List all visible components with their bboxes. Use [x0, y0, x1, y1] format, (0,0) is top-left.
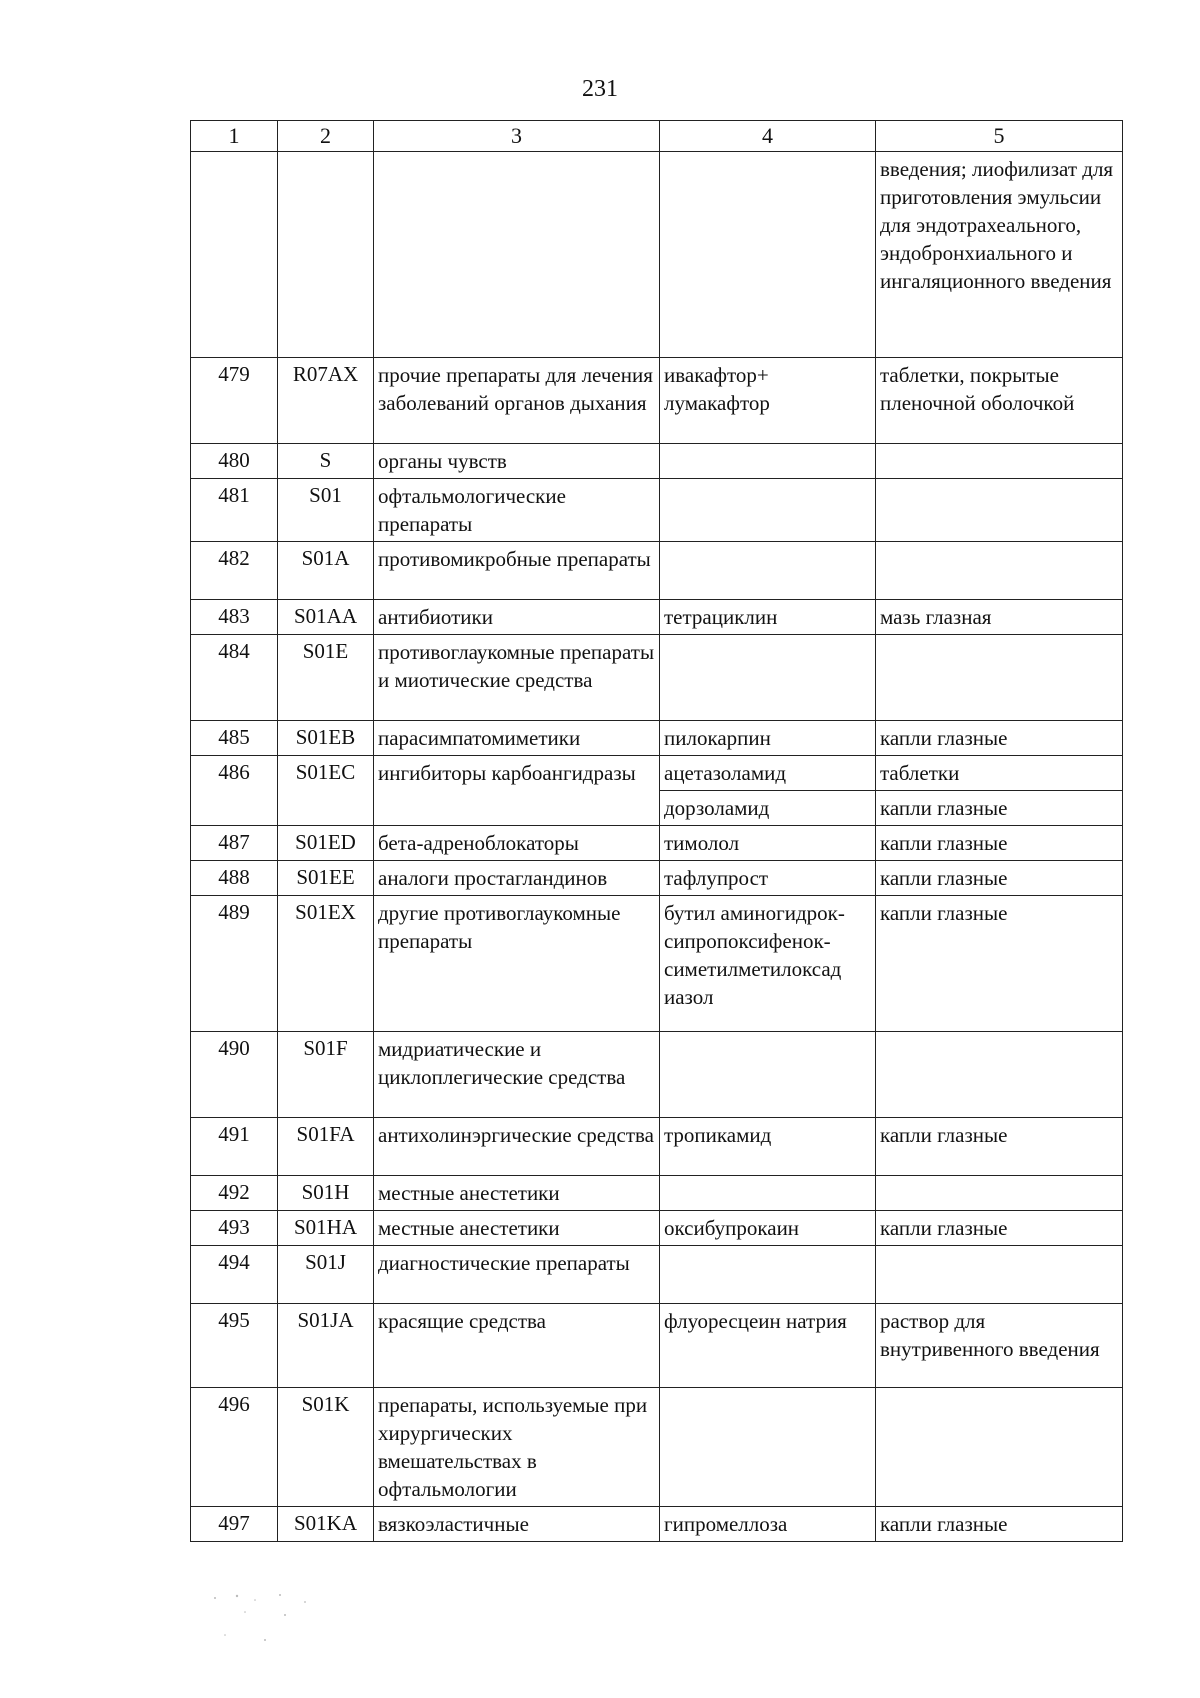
table-row: [191, 1246, 1123, 1304]
atc-code: S01EE: [278, 861, 374, 896]
dosage-form: [876, 479, 1123, 542]
group-name: антихолинэргические средства: [374, 1118, 660, 1176]
group-name: местные анестетики: [374, 1211, 660, 1246]
row-number: 496: [191, 1388, 278, 1507]
table-row: [191, 479, 1123, 542]
dosage-form: таблетки, покрытые пленочной оболочкой: [876, 358, 1123, 444]
drug-name: [660, 635, 876, 721]
dosage-form: [876, 635, 1123, 721]
header-cell: 2: [278, 121, 374, 152]
drug-name: [660, 1388, 876, 1507]
atc-code: S01H: [278, 1176, 374, 1211]
group-name: аналоги простагландинов: [374, 861, 660, 896]
atc-code: S01HA: [278, 1211, 374, 1246]
row-number: 485: [191, 721, 278, 756]
dosage-form: [876, 542, 1123, 600]
dosage-form: капли глазные: [876, 896, 1123, 1032]
atc-code: S01EC: [278, 756, 374, 826]
drug-name: тимолол: [660, 826, 876, 861]
row-number: 489: [191, 896, 278, 1032]
table-row: [191, 600, 1123, 635]
table-row: [191, 358, 1123, 444]
table-row: [191, 721, 1123, 756]
group-name: парасимпатомиметики: [374, 721, 660, 756]
dosage-form: капли глазные: [876, 1507, 1123, 1542]
row-number: 486: [191, 756, 278, 826]
atc-code: S01KA: [278, 1507, 374, 1542]
group-name: противоглаукомные препараты и миотические средства: [374, 635, 660, 721]
drug-name: тропикамид: [660, 1118, 876, 1176]
group-name: органы чувств: [374, 444, 660, 479]
group-name: другие противоглаукомные препараты: [374, 896, 660, 1032]
atc-code: S01EB: [278, 721, 374, 756]
row-number: 492: [191, 1176, 278, 1211]
drug-name: [660, 1176, 876, 1211]
atc-code: S01FA: [278, 1118, 374, 1176]
atc-code: S01A: [278, 542, 374, 600]
drug-name: тетрациклин: [660, 600, 876, 635]
drug-name: ивакафтор+ лумакафтор: [660, 358, 876, 444]
row-number: 490: [191, 1032, 278, 1118]
row-number: 488: [191, 861, 278, 896]
dosage-form: капли глазные: [876, 1118, 1123, 1176]
table-row: [191, 1507, 1123, 1542]
row-number: 481: [191, 479, 278, 542]
table-row: [191, 1118, 1123, 1176]
dosage-form: таблетки: [876, 756, 1123, 791]
dosage-form: мазь глазная: [876, 600, 1123, 635]
drug-name: [660, 479, 876, 542]
drug-table: [190, 120, 1123, 1542]
drug-name: бутил аминогидрок-сипропоксифенок-симетилметилоксад иазол: [660, 896, 876, 1032]
row-number: 487: [191, 826, 278, 861]
drug-name: тафлупрост: [660, 861, 876, 896]
dosage-form: капли глазные: [876, 861, 1123, 896]
table-row: [191, 1211, 1123, 1246]
group-name: прочие препараты для лечения заболеваний органов дыхания: [374, 358, 660, 444]
drug-name: дорзоламид: [660, 791, 876, 826]
row-number: 480: [191, 444, 278, 479]
atc-code: S01JA: [278, 1304, 374, 1388]
table-row: [191, 861, 1123, 896]
drug-name: флуоресцеин натрия: [660, 1304, 876, 1388]
page-number: 231: [582, 76, 618, 102]
drug-name: гипромеллоза: [660, 1507, 876, 1542]
drug-name: [660, 444, 876, 479]
header-cell: 5: [876, 121, 1123, 152]
table-row: [191, 542, 1123, 600]
header-cell: 4: [660, 121, 876, 152]
header-cell: 1: [191, 121, 278, 152]
dosage-form: [876, 1246, 1123, 1304]
atc-code: R07AX: [278, 358, 374, 444]
row-number: 497: [191, 1507, 278, 1542]
dosage-form: раствор для внутривенного введения: [876, 1304, 1123, 1388]
atc-code: S01AA: [278, 600, 374, 635]
atc-code: S01F: [278, 1032, 374, 1118]
drug-name: [660, 542, 876, 600]
table-row: [191, 1176, 1123, 1211]
atc-code: [278, 152, 374, 358]
drug-name: [660, 1246, 876, 1304]
drug-name: [660, 1032, 876, 1118]
dosage-form: введения; лиофилизат для приготовления эмульсии для эндотрахеального, эндобронхиального и ингаляционного введения: [876, 152, 1123, 358]
atc-code: S: [278, 444, 374, 479]
scan-artifact: [185, 1590, 385, 1670]
dosage-form: капли глазные: [876, 721, 1123, 756]
drug-name: пилокарпин: [660, 721, 876, 756]
drug-name: ацетазоламид: [660, 756, 876, 791]
group-name: местные анестетики: [374, 1176, 660, 1211]
dosage-form: капли глазные: [876, 826, 1123, 861]
row-number: 482: [191, 542, 278, 600]
atc-code: S01: [278, 479, 374, 542]
atc-code: S01EX: [278, 896, 374, 1032]
group-name: противомикробные препараты: [374, 542, 660, 600]
table-row: [191, 444, 1123, 479]
group-name: диагностические препараты: [374, 1246, 660, 1304]
atc-code: S01E: [278, 635, 374, 721]
group-name: офтальмологические препараты: [374, 479, 660, 542]
drug-name: оксибупрокаин: [660, 1211, 876, 1246]
dosage-form: капли глазные: [876, 1211, 1123, 1246]
dosage-form: [876, 1032, 1123, 1118]
group-name: [374, 152, 660, 358]
row-number: 484: [191, 635, 278, 721]
drug-name: [660, 152, 876, 358]
row-number: 495: [191, 1304, 278, 1388]
group-name: вязкоэластичные: [374, 1507, 660, 1542]
table-row: [191, 756, 1123, 791]
row-number: 483: [191, 600, 278, 635]
row-number: 479: [191, 358, 278, 444]
dosage-form: [876, 444, 1123, 479]
row-number: 493: [191, 1211, 278, 1246]
table-row: [191, 1032, 1123, 1118]
group-name: бета-адреноблокаторы: [374, 826, 660, 861]
group-name: ингибиторы карбоангидразы: [374, 756, 660, 826]
atc-code: S01K: [278, 1388, 374, 1507]
header-cell: 3: [374, 121, 660, 152]
header-row: [191, 121, 1123, 152]
row-number: 494: [191, 1246, 278, 1304]
atc-code: S01J: [278, 1246, 374, 1304]
table-row: [191, 635, 1123, 721]
group-name: красящие средства: [374, 1304, 660, 1388]
dosage-form: капли глазные: [876, 791, 1123, 826]
group-name: препараты, используемые при хирургических вмешательствах в офтальмологии: [374, 1388, 660, 1507]
table-row: [191, 826, 1123, 861]
table-row: [191, 1304, 1123, 1388]
group-name: антибиотики: [374, 600, 660, 635]
row-number: 491: [191, 1118, 278, 1176]
group-name: мидриатические и циклоплегические средства: [374, 1032, 660, 1118]
dosage-form: [876, 1176, 1123, 1211]
row-number: [191, 152, 278, 358]
atc-code: S01ED: [278, 826, 374, 861]
table-row: [191, 1388, 1123, 1507]
table-row: [191, 896, 1123, 1032]
dosage-form: [876, 1388, 1123, 1507]
table-row: [191, 152, 1123, 358]
